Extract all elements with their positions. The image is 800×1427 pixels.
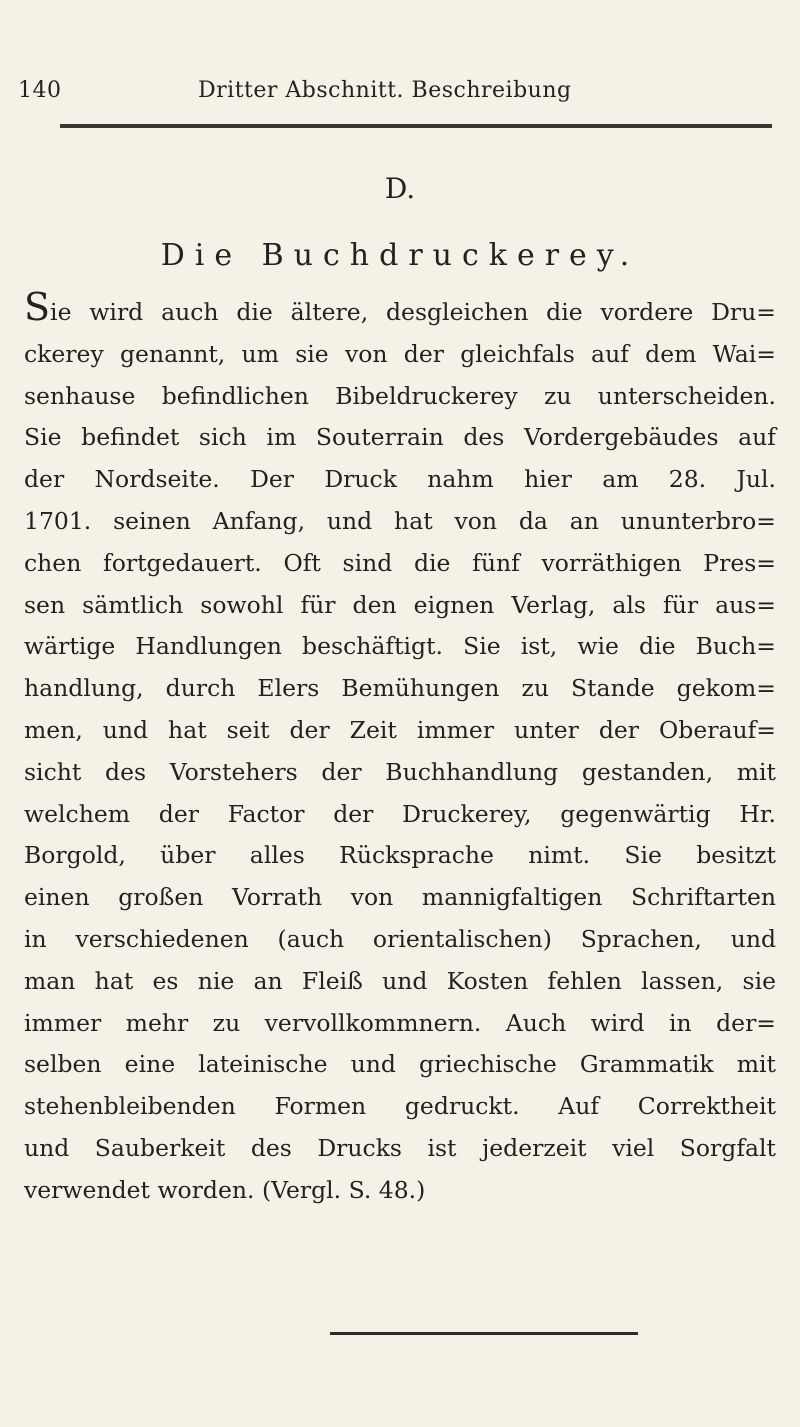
text-line: sen sämtlich sowohl für den eignen Verlag, als für aus= (24, 590, 776, 619)
text-line: sicht des Vorstehers der Buchhandlung gestanden, mit (24, 757, 776, 786)
text-line: selben eine lateinische und griechische Grammatik mit (24, 1050, 776, 1079)
bottom-rule (330, 1332, 638, 1335)
text-line-content: ie wird auch die ältere, desgleichen die vordere Dru= (50, 298, 776, 326)
drop-cap: S (24, 285, 51, 329)
page-header (18, 78, 770, 103)
text-line: in verschiedenen (auch orientalischen) Sprachen, und (24, 924, 776, 953)
text-line: Borgold, über alles Rücksprache nimt. Sie besitzt (24, 841, 776, 870)
text-line: ckerey genannt, um sie von der gleichfals auf dem Wai= (24, 339, 776, 368)
text-line: einen großen Vorrath von mannigfaltigen Schriftarten (24, 883, 776, 912)
text-line: immer mehr zu vervollkommnern. Auch wird in der= (24, 1008, 776, 1037)
page-number: 140 (18, 78, 62, 103)
text-line: chen fortgedauert. Oft sind die fünf vorräthigen Pres= (24, 548, 776, 577)
text-line: 1701. seinen Anfang, und hat von da an ununterbro= (24, 506, 776, 535)
text-line: der Nordseite. Der Druck nahm hier am 28. Jul. (24, 465, 776, 494)
text-line: welchem der Factor der Druckerey, gegenwärtig Hr. (24, 799, 776, 828)
text-line (24, 285, 776, 334)
text-line: men, und hat seit der Zeit immer unter der Oberauf= (24, 715, 776, 744)
running-head: Dritter Abschnitt. Beschreibung (198, 78, 572, 103)
section-title: Die Buchdruckerey. (160, 238, 640, 273)
section-letter: D. (384, 172, 416, 205)
text-line: Sie befindet sich im Souterrain des Vordergebäudes auf (24, 423, 776, 452)
text-line: und Sauberkeit des Drucks ist jederzeit viel Sorgfalt (24, 1133, 776, 1162)
text-line: handlung, durch Elers Bemühungen zu Stande gekom= (24, 674, 776, 703)
text-line: wärtige Handlungen beschäftigt. Sie ist, wie die Buch= (24, 632, 776, 661)
body-text (24, 285, 776, 1212)
header-rule (60, 124, 772, 128)
text-line: man hat es nie an Fleiß und Kosten fehlen lassen, sie (24, 966, 776, 995)
text-line: stehenbleibenden Formen gedruckt. Auf Correktheit (24, 1092, 776, 1121)
text-line: senhause befindlichen Bibeldruckerey zu unterscheiden. (24, 381, 776, 410)
text-line: verwendet worden. (Vergl. S. 48.) (24, 1175, 426, 1204)
